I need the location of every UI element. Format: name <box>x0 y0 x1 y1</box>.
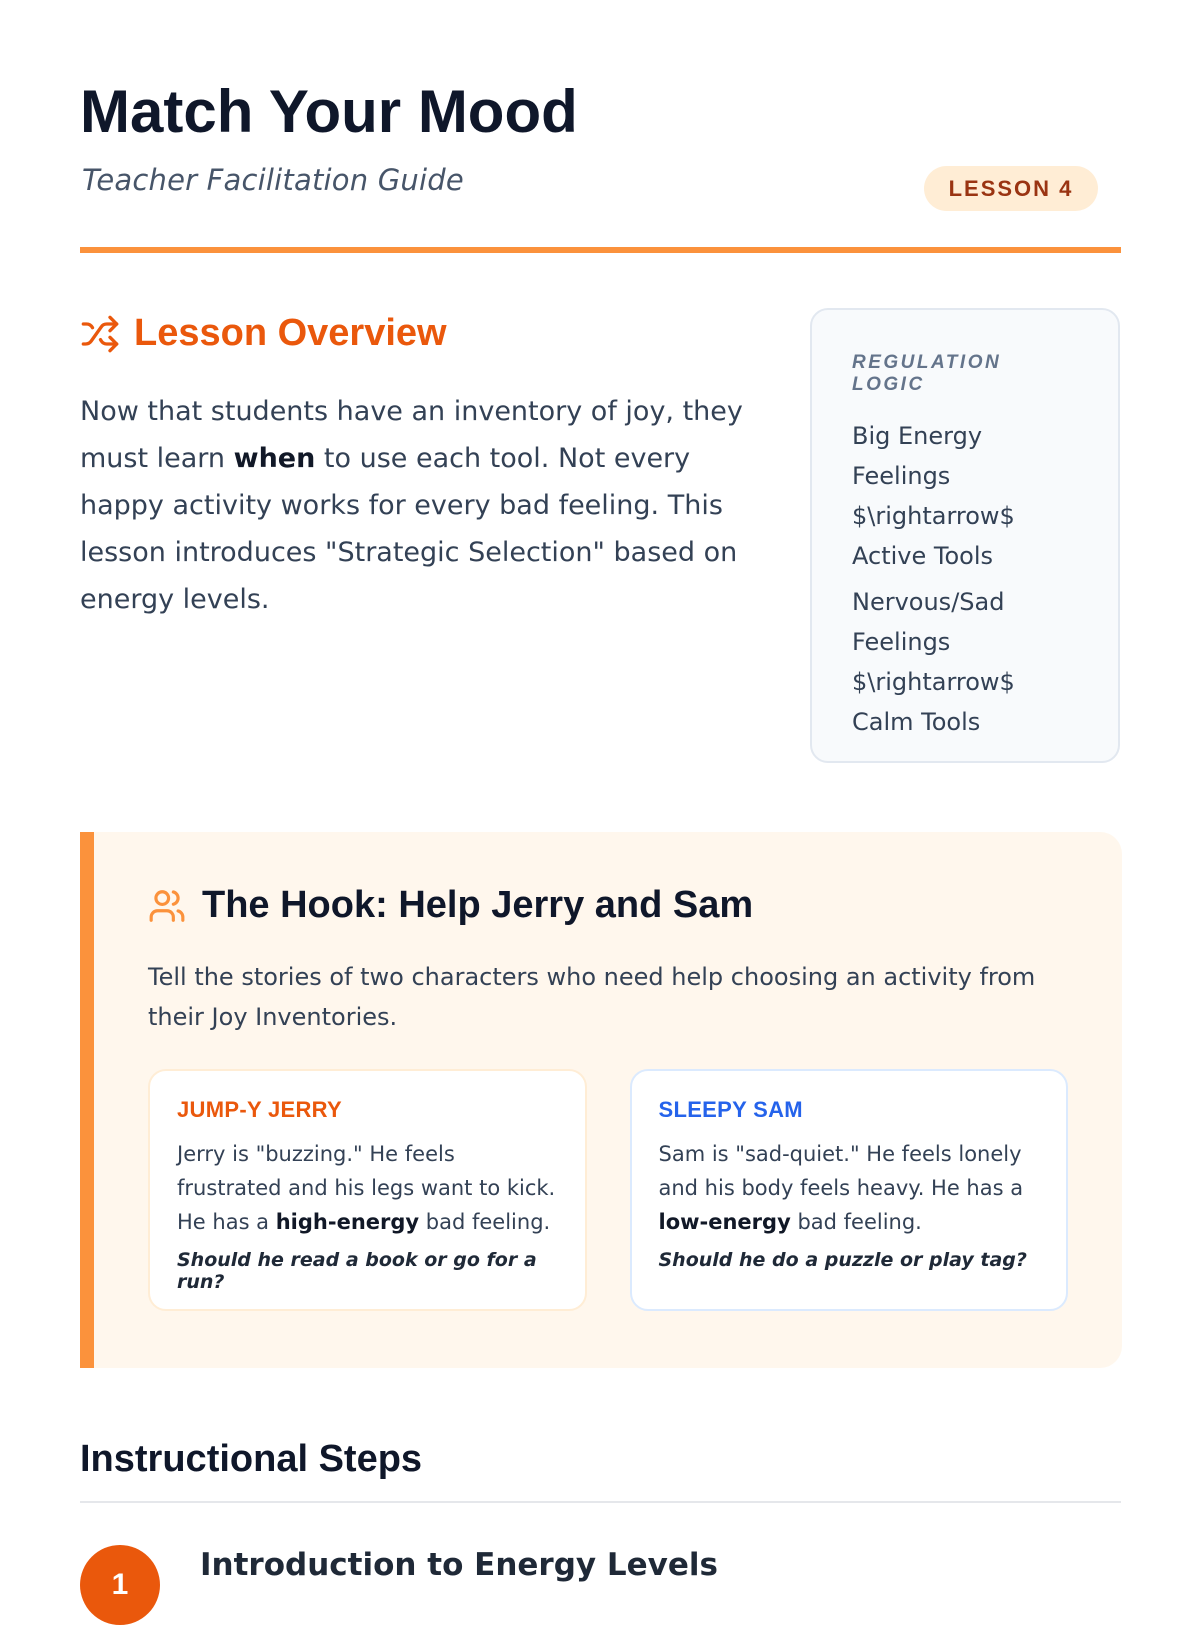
page-subtitle: Teacher Facilitation Guide <box>82 163 464 197</box>
overview-text-end: to use each tool. Not every happy activity works for every bad feeling. This lesson introduces "Strategic Selection" based on energy levels. <box>80 443 738 615</box>
hook-text: Tell the stories of two characters who need help choosing an activity from their Joy Inventories. <box>148 963 1036 1031</box>
overview-text-start: Now that students have an inventory of joy, they must learn <box>80 396 743 474</box>
character-question: Should he read a book or go for a run? <box>177 1249 537 1293</box>
character-name: JUMP-Y JERRY <box>177 1097 342 1122</box>
overview-heading <box>80 312 447 355</box>
character-energy-level: high-energy <box>275 1210 420 1234</box>
step-number-badge: 1 <box>80 1545 160 1625</box>
character-energy-level: low-energy <box>658 1210 791 1234</box>
hook-heading-label: The Hook: Help Jerry and Sam <box>202 884 754 926</box>
steps-divider <box>80 1501 1121 1503</box>
character-description <box>659 1137 1040 1239</box>
character-card-sam <box>630 1069 1069 1311</box>
header-divider <box>80 247 1121 253</box>
regulation-logic-item: Big Energy Feelings $\rightarrow$ Active Tools <box>852 422 1015 570</box>
hook-heading <box>148 884 1068 927</box>
character-cards <box>148 1069 1068 1311</box>
hook-section <box>80 832 1122 1368</box>
page-title: Match Your Mood <box>80 78 578 145</box>
character-card-jerry <box>148 1069 587 1311</box>
regulation-logic-item: Nervous/Sad Feelings $\rightarrow$ Calm Tools <box>852 588 1015 736</box>
character-name: SLEEPY SAM <box>658 1097 803 1122</box>
character-question: Should he do a puzzle or play tag? <box>658 1249 1027 1271</box>
steps-heading: Instructional Steps <box>80 1438 423 1480</box>
users-icon <box>148 887 186 925</box>
overview-text <box>80 388 760 623</box>
character-description <box>177 1137 558 1239</box>
character-description-start: Jerry is "buzzing." He feels frustrated and his legs want to kick. He has a <box>177 1142 556 1234</box>
overview-text-emphasis: when <box>233 443 316 474</box>
overview-heading-label: Lesson Overview <box>134 312 447 354</box>
character-description-start: Sam is "sad-quiet." He feels lonely and his body feels heavy. He has a <box>658 1142 1024 1200</box>
character-description-end: bad feeling. <box>790 1210 922 1234</box>
lesson-badge: LESSON 4 <box>924 166 1098 211</box>
character-description-end: bad feeling. <box>419 1210 551 1234</box>
step-title: Introduction to Energy Levels <box>200 1547 718 1583</box>
regulation-logic-label: REGULATION LOGIC <box>852 352 1002 395</box>
shuffle-icon <box>80 314 120 354</box>
regulation-logic-box <box>810 308 1120 763</box>
